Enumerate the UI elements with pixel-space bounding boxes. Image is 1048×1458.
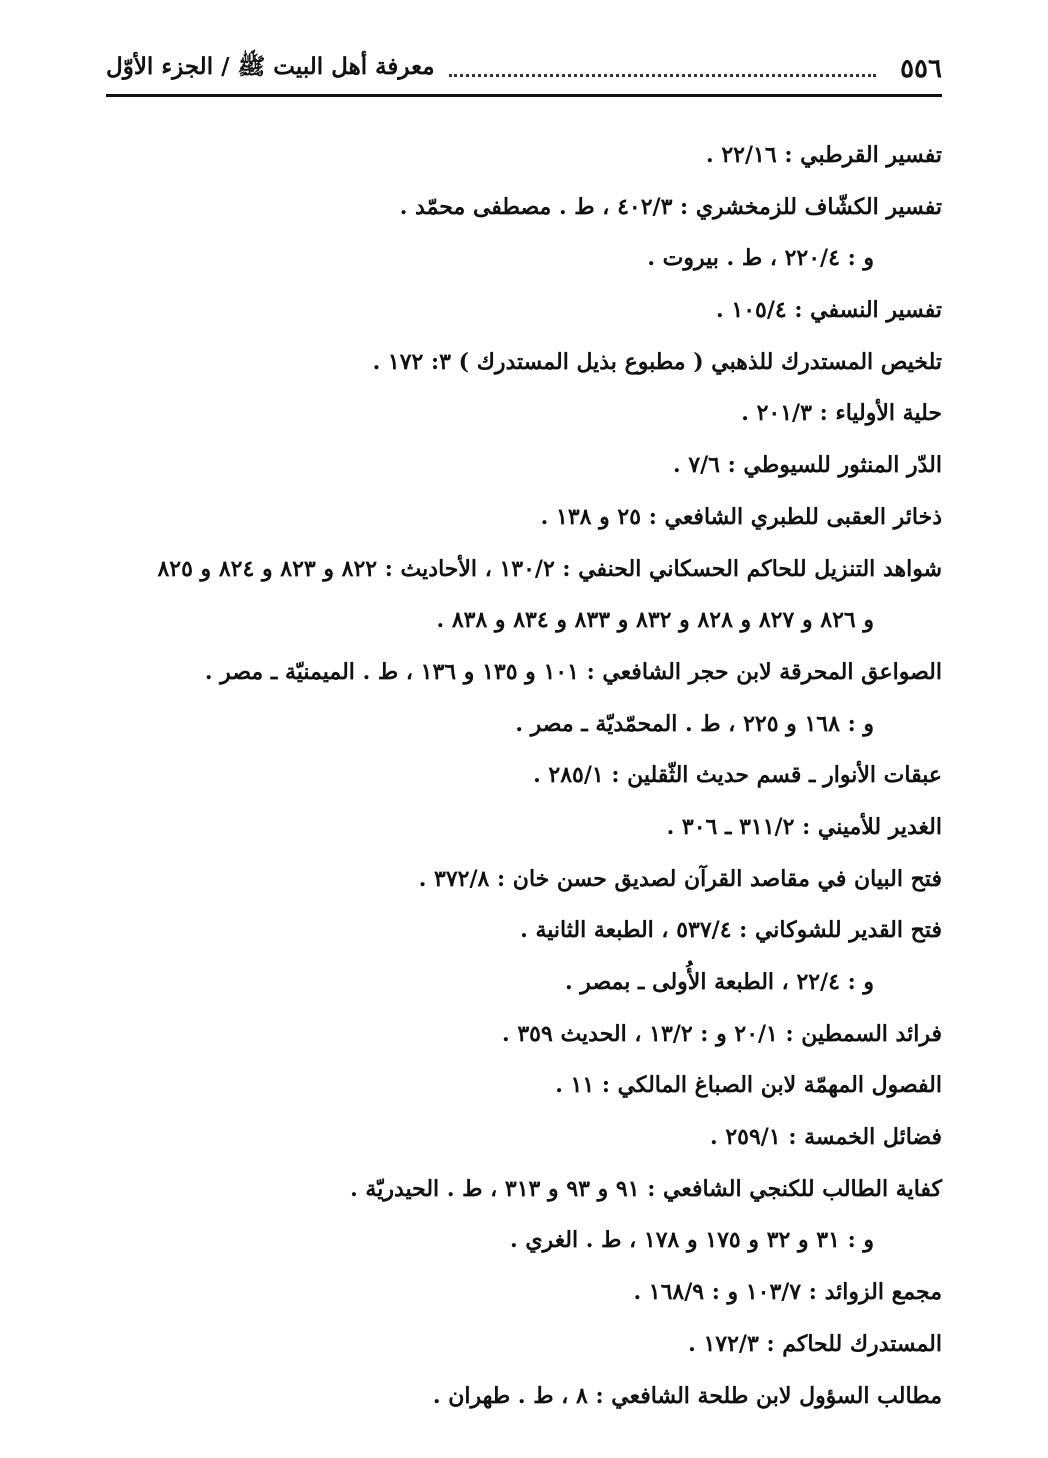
page-header — [106, 46, 942, 97]
references-list — [106, 130, 942, 1422]
dotted-leader — [449, 74, 877, 77]
reference-continuation-line: و : ٢٢/٤ ، الطبعة الأُولى ـ بمصر . — [564, 969, 874, 995]
reference-line: الفصول المهمّة لابن الصباغ المالكي : ١١ . — [555, 1072, 942, 1099]
reference-line: الصواعق المحرقة لابن حجر الشافعي : ١٠١ و ١٣٥ و ١٣٦ ، ط . الميمنيّة ـ مصر . — [204, 658, 942, 685]
reference-line: تفسير القرطبي : ٢٢/١٦ . — [706, 142, 942, 168]
reference-line: تفسير النسفي : ١٠٥/٤ . — [716, 297, 942, 324]
reference-line: شواهد التنزيل للحاكم الحسكاني الحنفي : ١٣٠/٢ ، الأحاديث : ٨٢٢ و ٨٢٣ و ٨٢٤ و ٨٢٥ — [157, 555, 942, 582]
reference-continuation-line: و : ١٦٨ و ٢٢٥ ، ط . المحمّديّة ـ مصر . — [515, 710, 874, 737]
reference-line: الدّر المنثور للسيوطي : ٧/٦ . — [672, 452, 942, 479]
reference-line: فتح القدير للشوكاني : ٥٣٧/٤ ، الطبعة الثانية . — [520, 917, 942, 944]
reference-line: فرائد السمطين : ٢٠/١ و : ١٣/٢ ، الحديث ٣٥٩ . — [502, 1020, 942, 1047]
reference-line: تلخيص المستدرك للذهبي ( مطبوع بذيل المستدرك ) ٣: ١٧٢ . — [372, 348, 942, 375]
reference-line: حلية الأولياء : ٢٠١/٣ . — [741, 400, 942, 427]
reference-line: فتح البيان في مقاصد القرآن لصديق حسن خان : ٣٧٢/٨ . — [418, 865, 942, 892]
reference-line: عبقات الأنوار ـ قسم حديث الثّقلين : ٢٨٥/١ . — [533, 762, 942, 789]
reference-continuation-line: و : ٢٢٠/٤ ، ط . بيروت . — [647, 245, 874, 272]
reference-line: فضائل الخمسة : ٢٥٩/١ . — [710, 1124, 942, 1151]
reference-line: كفاية الطالب للكنجي الشافعي : ٩١ و ٩٣ و ٣١٣ ، ط . الحيدريّة . — [350, 1175, 942, 1202]
reference-line: ذخائر العقبى للطبري الشافعي : ٢٥ و ١٣٨ . — [540, 503, 942, 530]
reference-line: مجمع الزوائد : ١٠٣/٧ و : ١٦٨/٩ . — [633, 1279, 942, 1306]
reference-line: المستدرك للحاكم : ١٧٢/٣ . — [688, 1330, 942, 1357]
reference-line: الغدير للأميني : ٣١١/٢ ـ ٣٠٦ . — [666, 813, 942, 840]
reference-line: تفسير الكشّاف للزمخشري : ٤٠٢/٣ ، ط . مصطفى محمّد . — [399, 193, 942, 220]
page-number: ٥٥٦ — [900, 54, 942, 84]
reference-continuation-line: و ٨٢٦ و ٨٢٧ و ٨٢٨ و ٨٣٢ و ٨٣٣ و ٨٣٤ و ٨٣٨ . — [436, 607, 874, 634]
reference-continuation-line: و : ٣١ و ٣٢ و ١٧٥ و ١٧٨ ، ط . الغري . — [510, 1227, 874, 1254]
reference-line: مطالب السؤول لابن طلحة الشافعي : ٨ ، ط . طهران . — [432, 1382, 942, 1409]
running-title: معرفة أهل البيت ﷺ / الجزء الأوّل — [106, 53, 435, 80]
